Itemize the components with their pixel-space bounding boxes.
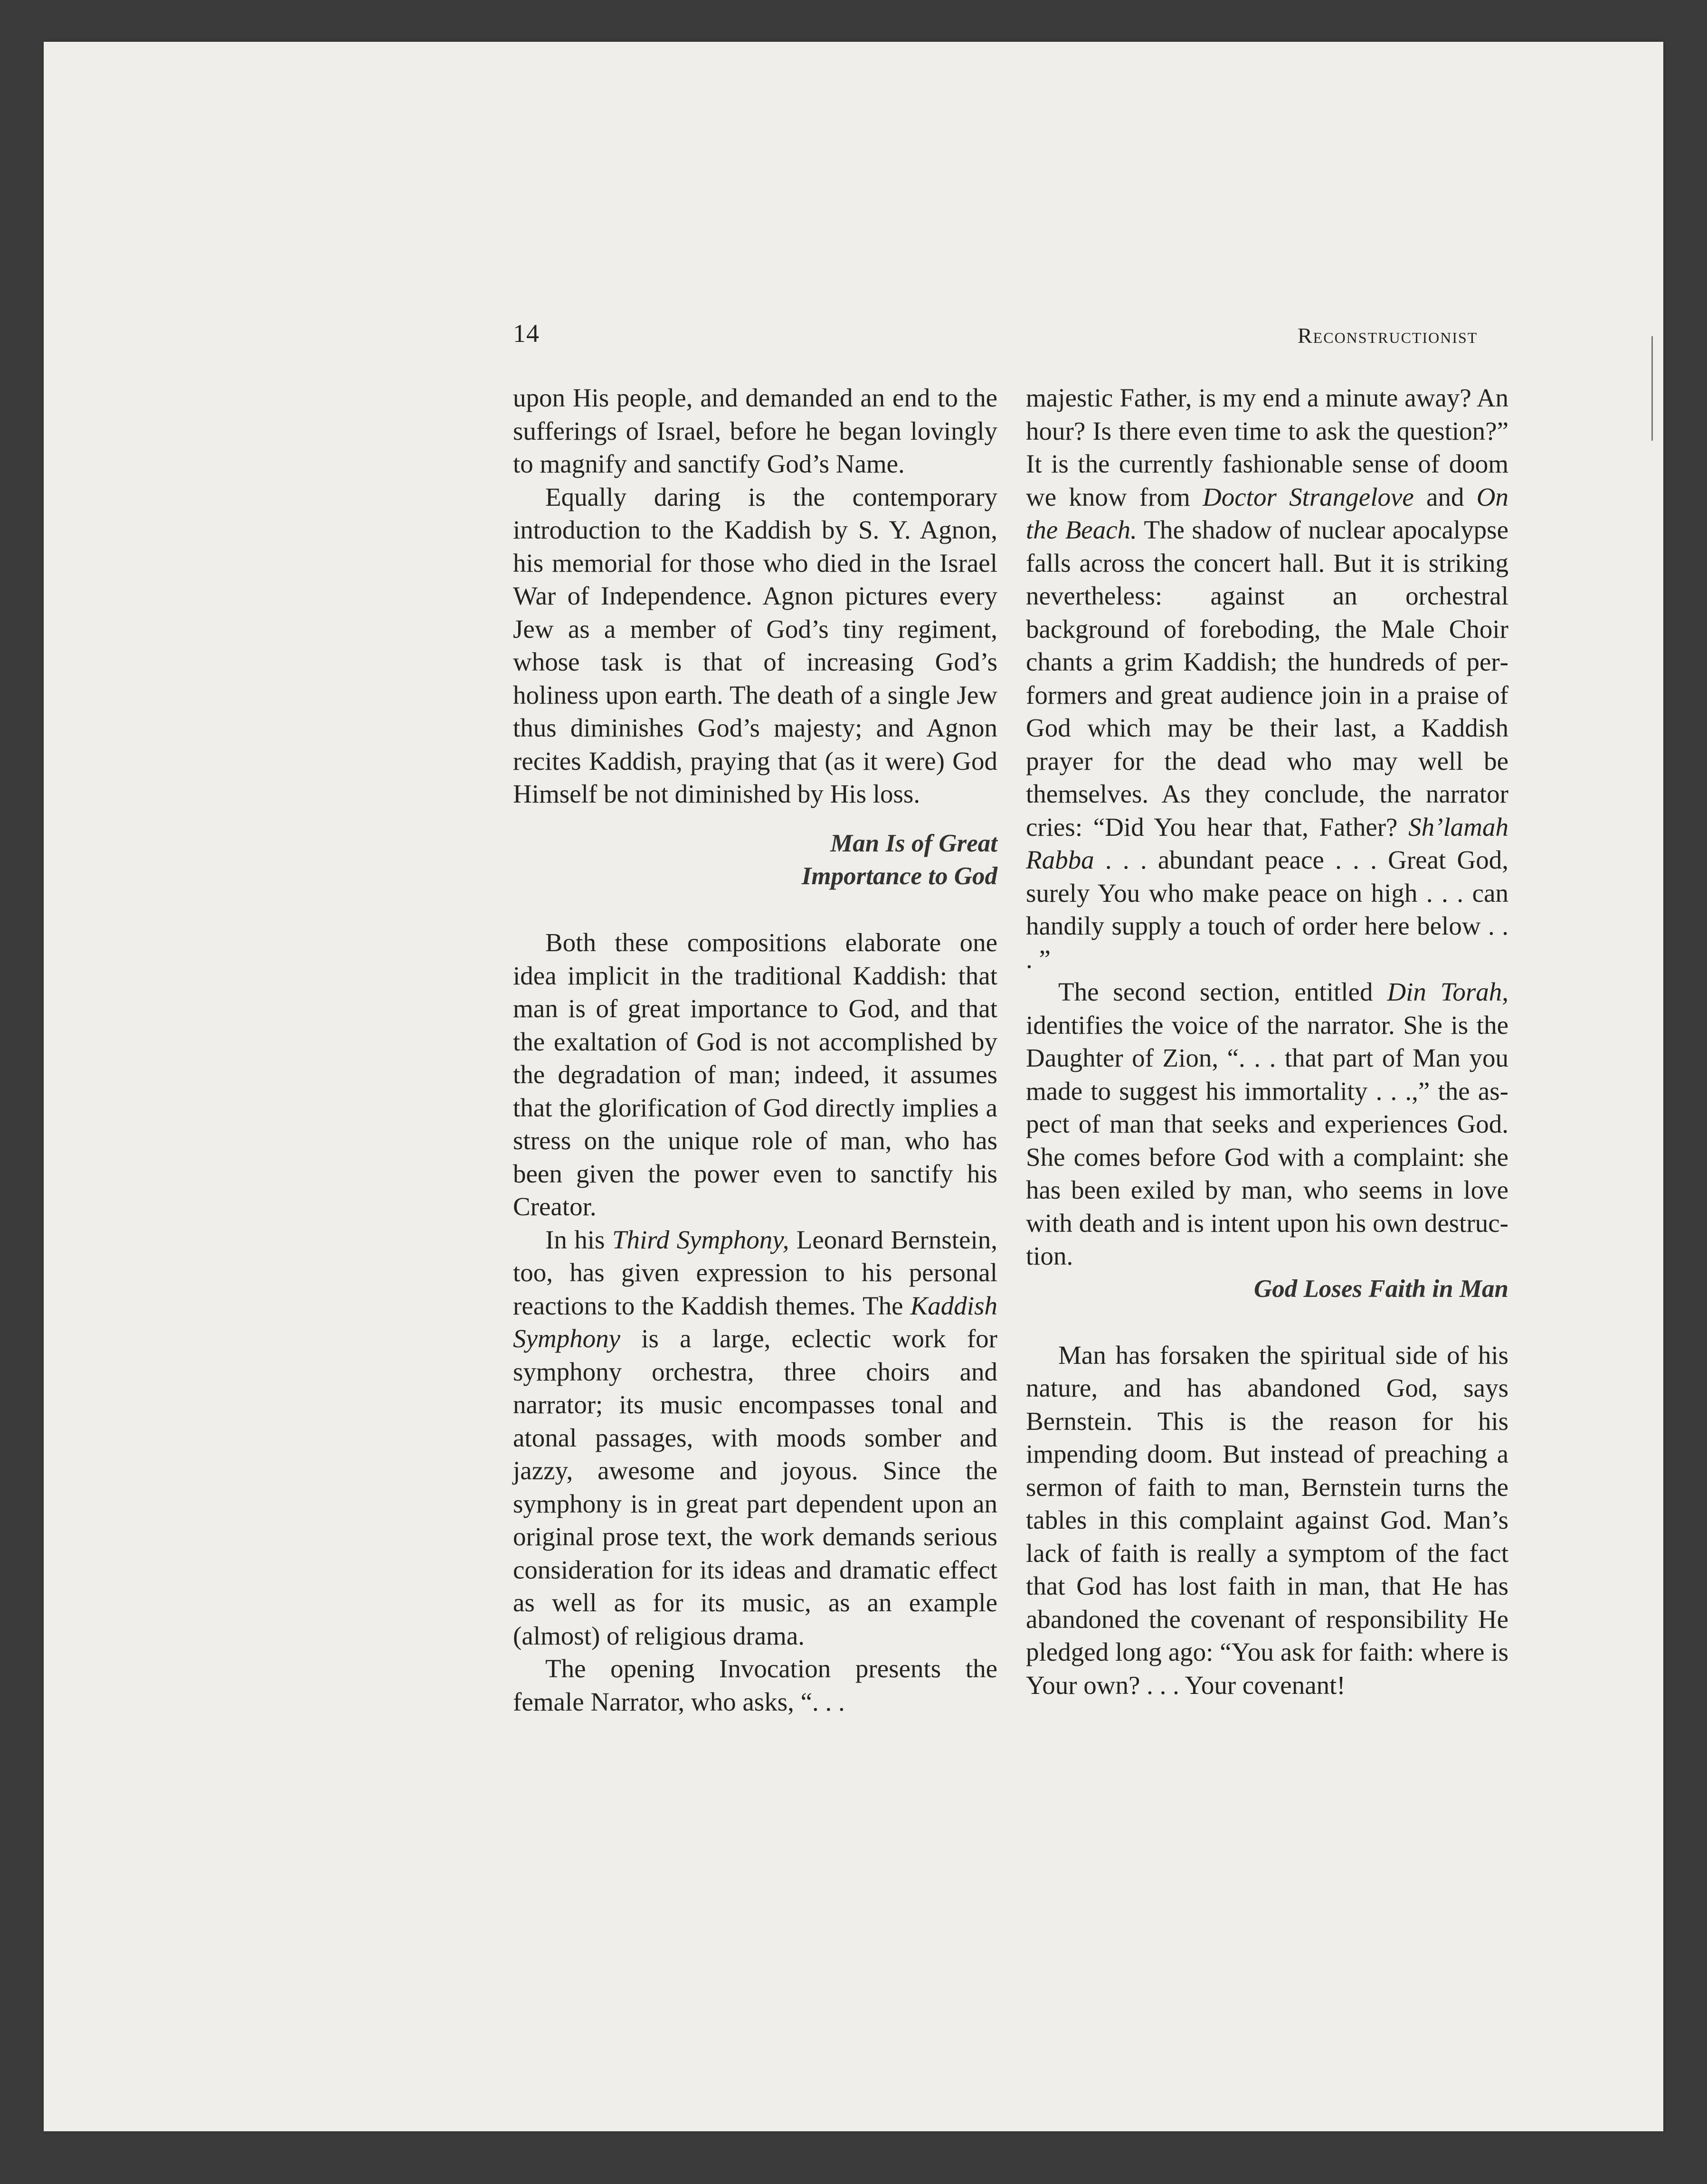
page-edge-mark xyxy=(1651,336,1653,441)
rp2-text-a: The second section, entitled xyxy=(1058,977,1387,1006)
left-column xyxy=(513,381,997,1718)
film-title-on-the-beach: On the Beach. xyxy=(1026,482,1508,544)
p4-text-b: Leonard Bernstein, too, has given expression to his personal reactions to the Kaddish themes. The xyxy=(513,1225,997,1320)
section-heading-man-importance xyxy=(513,827,997,893)
running-header-title: Reconstructionist xyxy=(1298,323,1478,348)
heading-line-1: Man Is of Great xyxy=(830,829,997,857)
rp2-text-b: identifies the voice of the narrator. She is the Daughter of Zion, “. . . that part of Man you made to suggest his immortality . . .,” the aspect of man that seeks and experiences God. She comes before God with a complaint: she has been exiled by man, who seems in love with death and is intent upon his own destruction. xyxy=(1026,1010,1508,1270)
p4-text-c: is a large, eclectic work for symphony orchestra, three choirs and narrator; its music encompasses tonal and atonal passages, with moods somber and jazzy, awesome and joyous. Since the symphony is in great part dependent upon an original prose text, the work demands serious consideration for its ideas and dramatic effect as well as for its music, as an example (almost) of religious drama. xyxy=(513,1324,997,1650)
left-paragraph-5: The opening Invocation presents the female Narrator, who asks, “. . . xyxy=(513,1654,997,1716)
section-heading-god-loses-faith: God Loses Faith in Man xyxy=(1253,1275,1508,1303)
heading-line-2: Importance to God xyxy=(801,862,997,890)
phrase-shlamah-rabba: Sh’lamah Rabba xyxy=(1026,812,1508,874)
page-number: 14 xyxy=(513,319,540,348)
right-paragraph-2 xyxy=(1026,975,1508,1273)
section-title-din-torah: Din Torah, xyxy=(1387,977,1508,1006)
work-title-third-symphony: Third Symphony, xyxy=(612,1225,789,1254)
right-paragraph-3: Man has forsaken the spiritual side of his nature, and has abandoned God, says Bernstein. This is the reason for his impending doom. But instead of preaching a sermon of faith to man, Bernstein turns the tables in this complaint against God. Man’s lack of faith is really a symptom of the fact that God has lost faith in man, that He has abandoned the covenant of responsibility He pledged long ago: “You ask for faith: where is Your own? . . . Your covenant! xyxy=(1026,1340,1508,1700)
right-column xyxy=(1026,381,1508,1702)
right-paragraph-1 xyxy=(1026,381,1508,975)
left-paragraph-2: Equally daring is the contemporary introduction to the Kaddish by S. Y. Agnon, his memorial for those who died in the Israel War of Independence. Agnon pictures every Jew as a member of God’s tiny regiment, whose task is that of increasing God’s holiness upon earth. The death of a single Jew thus diminishes God’s majesty; and Agnon recites Kaddish, praying that (as it were) God Himself be not diminished by His loss. xyxy=(513,482,997,808)
rp1-text-a: majestic Father, is my end a minute away? An hour? Is there even time to ask the question?” It is the currently fashionable sense of doom we know from xyxy=(1026,383,1508,511)
left-paragraph-1: upon His people, and demanded an end to the sufferings of Israel, before he began lovingly to magnify and sanctify God’s Name. xyxy=(513,383,997,478)
rp1-text-c: The shadow of nuclear apocalypse falls across the concert hall. But it is striking nevertheless: against an orchestral background of foreboding, the Male Choir chants a grim Kaddish; the hundreds of performers and great audience join in a praise of God which may be their last, a Kaddish prayer for the dead who may well be themselves. As they conclude, the narrator cries: “Did You hear that, Father? xyxy=(1026,515,1508,841)
page-sheet xyxy=(44,42,1663,2131)
left-paragraph-4 xyxy=(513,1223,997,1653)
left-paragraph-3: Both these compositions elaborate one idea implicit in the traditional Kaddish: that man is of great importance to God, and that the exaltation of God is not accomplished by the degradation of man; indeed, it assumes that the glorification of God directly implies a stress on the unique role of man, who has been given the power even to sanctify his Creator. xyxy=(513,928,997,1221)
rp1-text-b: and xyxy=(1413,482,1477,511)
work-title-kaddish-symphony: Kaddish Symphony xyxy=(513,1291,997,1353)
p4-text-a: In his xyxy=(545,1225,612,1254)
rp1-text-d: . . . abundant peace . . . Great God, surely You who make peace on high . . . can handily supply a touch of order here below . . . ” xyxy=(1026,845,1508,974)
film-title-doctor-strangelove: Doctor Strangelove xyxy=(1203,482,1414,511)
